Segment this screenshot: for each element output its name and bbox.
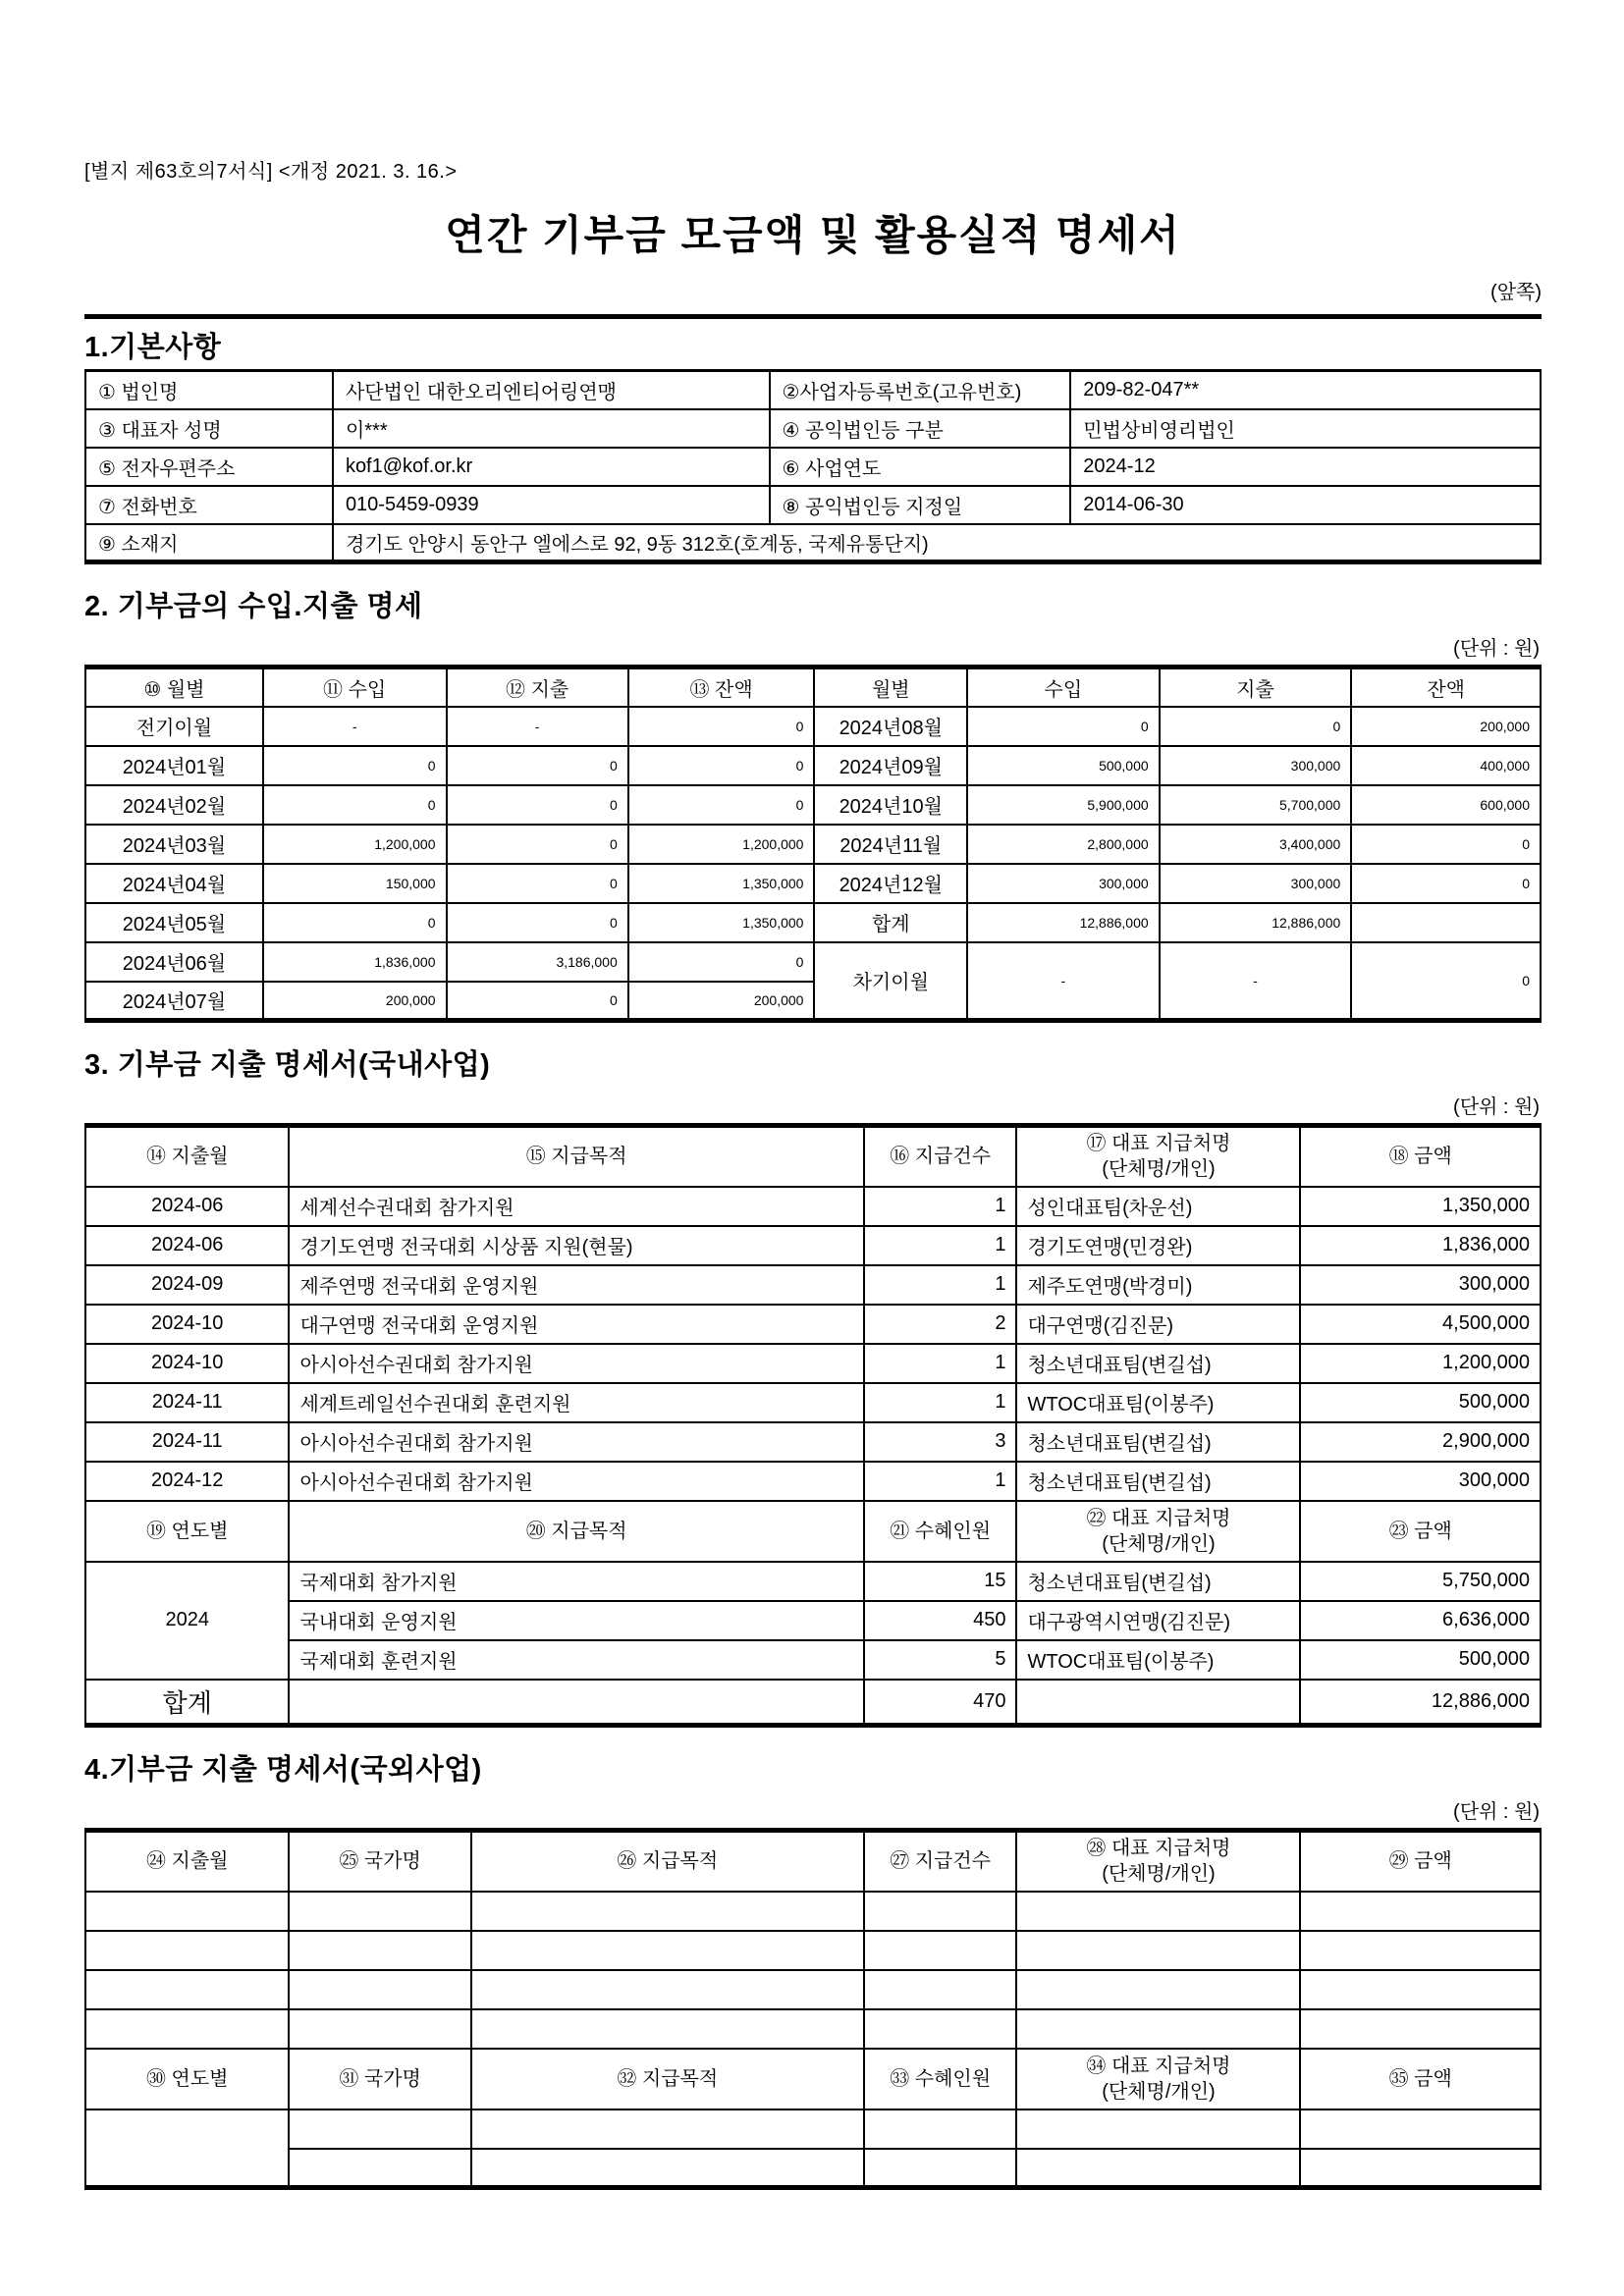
month-cell: 2024년09월: [814, 746, 967, 785]
empty-cell: [85, 1931, 289, 1970]
column-header: ㉙ 금액: [1300, 1831, 1541, 1892]
empty-cell: [471, 2009, 864, 2049]
purpose-cell: 아시아선수권대회 참가지원: [289, 1462, 863, 1501]
field-value: 민법상비영리법인: [1070, 409, 1541, 448]
amount-cell: 0: [263, 903, 447, 942]
column-header: ⑰ 대표 지급처명 (단체명/개인): [1016, 1126, 1300, 1187]
front-side-note: (앞쪽): [1490, 282, 1542, 303]
amount-cell: 3,400,000: [1160, 825, 1352, 864]
field-value: 경기도 안양시 동안구 엘에스로 92, 9동 312호(호계동, 국제유통단지): [333, 524, 1541, 562]
count-cell: 1: [864, 1344, 1017, 1383]
month-cell: 2024년03월: [85, 825, 263, 864]
month-cell: 2024-10: [85, 1305, 289, 1344]
amount-cell: 5,700,000: [1160, 785, 1352, 825]
empty-cell: [1300, 1970, 1541, 2009]
table-row: [85, 1601, 1541, 1640]
field-label: ① 법인명: [85, 371, 333, 409]
table-row: [85, 409, 1541, 448]
section3-heading: 3. 기부금 지출 명세서(국내사업): [84, 1049, 491, 1081]
amount-cell: 0: [628, 785, 815, 825]
page-title: 연간 기부금 모금액 및 활용실적 명세서: [445, 212, 1181, 258]
unit-label: (단위 : 원): [1453, 1096, 1540, 1118]
column-header: 잔액: [1351, 667, 1541, 707]
empty-cell: [864, 1970, 1017, 2009]
amount-cell: 5,900,000: [967, 785, 1160, 825]
table-row: [85, 1187, 1541, 1226]
purpose-cell: 경기도연맹 전국대회 시상품 지원(현물): [289, 1226, 863, 1265]
table-row: [85, 1931, 1541, 1970]
income-expense-table: [84, 665, 1542, 1023]
empty-cell: [289, 1892, 470, 1931]
month-cell: 2024년05월: [85, 903, 263, 942]
column-header: ⑭ 지출월: [85, 1126, 289, 1187]
amount-cell: -: [447, 707, 628, 746]
field-label: ⑤ 전자우편주소: [85, 448, 333, 486]
amount-cell: 0: [263, 746, 447, 785]
amount-cell: 1,200,000: [1300, 1344, 1541, 1383]
empty-cell: [289, 1680, 863, 1726]
field-value: 010-5459-0939: [333, 486, 770, 524]
table-row: [85, 486, 1541, 524]
section2-heading: 2. 기부금의 수입.지출 명세: [84, 591, 423, 622]
carry-forward-label-cell: 차기이월: [814, 942, 967, 1021]
count-cell: 5: [864, 1640, 1017, 1680]
column-header: ⑮ 지급목적: [289, 1126, 863, 1187]
field-value: 209-82-047**: [1070, 371, 1541, 409]
amount-cell: 0: [447, 982, 628, 1021]
empty-cell: [85, 1892, 289, 1931]
column-header: ㉚ 연도별: [85, 2049, 289, 2109]
month-cell: 2024-06: [85, 1226, 289, 1265]
purpose-cell: 대구연맹 전국대회 운영지원: [289, 1305, 863, 1344]
count-cell: 3: [864, 1422, 1017, 1462]
table-row: [85, 864, 1541, 903]
basic-info-table: [84, 369, 1542, 564]
table-row: [85, 1640, 1541, 1680]
column-header: ㉒ 대표 지급처명 (단체명/개인): [1016, 1501, 1300, 1562]
field-label: ②사업자등록번호(고유번호): [770, 371, 1071, 409]
amount-cell: 300,000: [1160, 864, 1352, 903]
overseas-expense-table: [84, 1828, 1542, 2190]
table-row: [85, 1305, 1541, 1344]
amount-cell: 0: [1351, 942, 1541, 1021]
payee-cell: 대구연맹(김진문): [1016, 1305, 1300, 1344]
total-amount-cell: 12,886,000: [1300, 1680, 1541, 1726]
table-row: [85, 1970, 1541, 2009]
field-label: ④ 공익법인등 구분: [770, 409, 1071, 448]
count-cell: 2: [864, 1305, 1017, 1344]
table-row: [85, 942, 1541, 982]
count-cell: 1: [864, 1265, 1017, 1305]
column-header: ㉜ 지급목적: [471, 2049, 864, 2109]
table-row: [85, 1344, 1541, 1383]
column-header: ⑳ 지급목적: [289, 1501, 863, 1562]
column-header: ㉝ 수혜인원: [864, 2049, 1017, 2109]
empty-cell: [85, 2109, 289, 2188]
column-header: ⑱ 금액: [1300, 1126, 1541, 1187]
table-row: [85, 371, 1541, 409]
field-label: ⑥ 사업연도: [770, 448, 1071, 486]
amount-cell: 1,350,000: [628, 903, 815, 942]
amount-cell: -: [263, 707, 447, 746]
column-header: ⑫ 지출: [447, 667, 628, 707]
month-cell: 2024년07월: [85, 982, 263, 1021]
amount-cell: 0: [628, 707, 815, 746]
count-cell: 1: [864, 1226, 1017, 1265]
table-row: [85, 2149, 1541, 2188]
empty-cell: [289, 2009, 470, 2049]
empty-cell: [1351, 903, 1541, 942]
total-row: [85, 1680, 1541, 1726]
amount-cell: 300,000: [1300, 1462, 1541, 1501]
field-value: 이***: [333, 409, 770, 448]
empty-cell: [864, 1931, 1017, 1970]
column-header: 지출: [1160, 667, 1352, 707]
empty-cell: [1016, 1680, 1300, 1726]
table-row: [85, 1892, 1541, 1931]
purpose-cell: 세계트레일선수권대회 훈련지원: [289, 1383, 863, 1422]
empty-cell: [289, 1931, 470, 1970]
amount-cell: 150,000: [263, 864, 447, 903]
table-row: [85, 825, 1541, 864]
month-cell: 전기이월: [85, 707, 263, 746]
column-header: 월별: [814, 667, 967, 707]
field-label: ⑧ 공익법인등 지정일: [770, 486, 1071, 524]
column-header: ㉕ 국가명: [289, 1831, 470, 1892]
amount-cell: 600,000: [1351, 785, 1541, 825]
empty-cell: [289, 2149, 470, 2188]
amount-cell: 1,350,000: [628, 864, 815, 903]
empty-cell: [289, 2109, 470, 2149]
payee-cell: 청소년대표팀(변길섭): [1016, 1422, 1300, 1462]
purpose-cell: 아시아선수권대회 참가지원: [289, 1422, 863, 1462]
month-cell: 2024년04월: [85, 864, 263, 903]
payee-cell: WTOC대표팀(이봉주): [1016, 1640, 1300, 1680]
empty-cell: [471, 2149, 864, 2188]
empty-cell: [471, 1892, 864, 1931]
column-header: ㉓ 금액: [1300, 1501, 1541, 1562]
purpose-cell: 국제대회 참가지원: [289, 1562, 863, 1601]
empty-cell: [1016, 2009, 1300, 2049]
table-row: [85, 1462, 1541, 1501]
empty-cell: [864, 2149, 1017, 2188]
amount-cell: 1,200,000: [628, 825, 815, 864]
count-cell: 1: [864, 1462, 1017, 1501]
payee-cell: 제주도연맹(박경미): [1016, 1265, 1300, 1305]
empty-cell: [1300, 1931, 1541, 1970]
purpose-cell: 세계선수권대회 참가지원: [289, 1187, 863, 1226]
total-label-cell: 합계: [85, 1680, 289, 1726]
column-header: ⑩ 월별: [85, 667, 263, 707]
count-cell: 1: [864, 1187, 1017, 1226]
table-header-row: [85, 1126, 1541, 1187]
total-count-cell: 470: [864, 1680, 1017, 1726]
amount-cell: -: [1160, 942, 1352, 1021]
purpose-cell: 국내대회 운영지원: [289, 1601, 863, 1640]
month-cell: 2024년02월: [85, 785, 263, 825]
table-row: [85, 2109, 1541, 2149]
column-header: ㉑ 수혜인원: [864, 1501, 1017, 1562]
table-header-row: [85, 667, 1541, 707]
empty-cell: [471, 1970, 864, 2009]
table-row: [85, 1265, 1541, 1305]
form-reference: [별지 제63호의7서식] <개정 2021. 3. 16.>: [84, 161, 458, 183]
month-cell: 2024년08월: [814, 707, 967, 746]
empty-cell: [1016, 2109, 1300, 2149]
empty-cell: [1016, 1931, 1300, 1970]
column-header: ㉛ 국가명: [289, 2049, 470, 2109]
amount-cell: 200,000: [1351, 707, 1541, 746]
field-label: ⑨ 소재지: [85, 524, 333, 562]
count-cell: 1: [864, 1383, 1017, 1422]
table-row: [85, 448, 1541, 486]
amount-cell: 1,836,000: [263, 942, 447, 982]
empty-cell: [85, 2009, 289, 2049]
table-row: [85, 1422, 1541, 1462]
column-header: ㉟ 금액: [1300, 2049, 1541, 2109]
amount-cell: 0: [967, 707, 1160, 746]
unit-label: (단위 : 원): [1453, 1801, 1540, 1823]
table-row: [85, 746, 1541, 785]
table-row: [85, 707, 1541, 746]
payee-cell: 청소년대표팀(변길섭): [1016, 1462, 1300, 1501]
column-header: ⑬ 잔액: [628, 667, 815, 707]
amount-cell: 12,886,000: [1160, 903, 1352, 942]
column-header: ㉘ 대표 지급처명 (단체명/개인): [1016, 1831, 1300, 1892]
payee-cell: 대구광역시연맹(김진문): [1016, 1601, 1300, 1640]
column-header: ⑯ 지급건수: [864, 1126, 1017, 1187]
table-row: [85, 524, 1541, 562]
empty-cell: [864, 2009, 1017, 2049]
column-header: ㉖ 지급목적: [471, 1831, 864, 1892]
field-value: kof1@kof.or.kr: [333, 448, 770, 486]
table-row: [85, 1383, 1541, 1422]
amount-cell: -: [967, 942, 1160, 1021]
amount-cell: 500,000: [967, 746, 1160, 785]
empty-cell: [471, 2109, 864, 2149]
empty-cell: [864, 2109, 1017, 2149]
horizontal-rule: [84, 314, 1542, 319]
column-header: ⑪ 수입: [263, 667, 447, 707]
table-header-row: [85, 2049, 1541, 2109]
amount-cell: 400,000: [1351, 746, 1541, 785]
amount-cell: 0: [1160, 707, 1352, 746]
amount-cell: 0: [628, 746, 815, 785]
amount-cell: 300,000: [1160, 746, 1352, 785]
amount-cell: 2,900,000: [1300, 1422, 1541, 1462]
amount-cell: 200,000: [628, 982, 815, 1021]
empty-cell: [864, 1892, 1017, 1931]
empty-cell: [1300, 1892, 1541, 1931]
purpose-cell: 국제대회 훈련지원: [289, 1640, 863, 1680]
empty-cell: [1016, 1892, 1300, 1931]
column-header: 수입: [967, 667, 1160, 707]
month-cell: 2024-10: [85, 1344, 289, 1383]
month-cell: 2024-11: [85, 1383, 289, 1422]
amount-cell: 500,000: [1300, 1383, 1541, 1422]
amount-cell: 0: [447, 785, 628, 825]
unit-label: (단위 : 원): [1453, 638, 1540, 660]
amount-cell: 0: [447, 825, 628, 864]
amount-cell: 1,836,000: [1300, 1226, 1541, 1265]
empty-cell: [1300, 2109, 1541, 2149]
amount-cell: 300,000: [967, 864, 1160, 903]
month-cell: 2024-06: [85, 1187, 289, 1226]
amount-cell: 12,886,000: [967, 903, 1160, 942]
month-cell: 2024-09: [85, 1265, 289, 1305]
empty-cell: [471, 1931, 864, 1970]
field-label: ⑦ 전화번호: [85, 486, 333, 524]
column-header: ⑲ 연도별: [85, 1501, 289, 1562]
amount-cell: 6,636,000: [1300, 1601, 1541, 1640]
payee-cell: 청소년대표팀(변길섭): [1016, 1562, 1300, 1601]
field-value: 2014-06-30: [1070, 486, 1541, 524]
amount-cell: 500,000: [1300, 1640, 1541, 1680]
amount-cell: 0: [447, 746, 628, 785]
amount-cell: 4,500,000: [1300, 1305, 1541, 1344]
table-header-row: [85, 1501, 1541, 1562]
amount-cell: 0: [628, 942, 815, 982]
amount-cell: 2,800,000: [967, 825, 1160, 864]
payee-cell: 청소년대표팀(변길섭): [1016, 1344, 1300, 1383]
month-cell: 2024년10월: [814, 785, 967, 825]
amount-cell: 0: [447, 864, 628, 903]
count-cell: 450: [864, 1601, 1017, 1640]
month-cell: 2024-11: [85, 1422, 289, 1462]
payee-cell: 성인대표팀(차운선): [1016, 1187, 1300, 1226]
purpose-cell: 아시아선수권대회 참가지원: [289, 1344, 863, 1383]
amount-cell: 3,186,000: [447, 942, 628, 982]
domestic-expense-table: [84, 1123, 1542, 1728]
year-cell: 2024: [85, 1562, 289, 1680]
payee-cell: 경기도연맹(민경완): [1016, 1226, 1300, 1265]
amount-cell: 0: [1351, 825, 1541, 864]
amount-cell: 0: [1351, 864, 1541, 903]
amount-cell: 1,200,000: [263, 825, 447, 864]
count-cell: 15: [864, 1562, 1017, 1601]
amount-cell: 0: [263, 785, 447, 825]
empty-cell: [1016, 1970, 1300, 2009]
field-value: 사단법인 대한오리엔티어링연맹: [333, 371, 770, 409]
month-cell: 2024년01월: [85, 746, 263, 785]
empty-cell: [289, 1970, 470, 2009]
empty-cell: [85, 1970, 289, 2009]
table-row: [85, 903, 1541, 942]
field-value: 2024-12: [1070, 448, 1541, 486]
payee-cell: WTOC대표팀(이봉주): [1016, 1383, 1300, 1422]
field-label: ③ 대표자 성명: [85, 409, 333, 448]
table-row: [85, 785, 1541, 825]
column-header: ㉞ 대표 지급처명 (단체명/개인): [1016, 2049, 1300, 2109]
total-label-cell: 합계: [814, 903, 967, 942]
table-header-row: [85, 1831, 1541, 1892]
amount-cell: 5,750,000: [1300, 1562, 1541, 1601]
section4-heading: 4.기부금 지출 명세서(국외사업): [84, 1754, 482, 1786]
table-row: [85, 1226, 1541, 1265]
empty-cell: [1300, 2149, 1541, 2188]
amount-cell: 1,350,000: [1300, 1187, 1541, 1226]
column-header: ㉔ 지출월: [85, 1831, 289, 1892]
empty-cell: [1300, 2009, 1541, 2049]
month-cell: 2024-12: [85, 1462, 289, 1501]
purpose-cell: 제주연맹 전국대회 운영지원: [289, 1265, 863, 1305]
section1-heading: 1.기본사항: [84, 332, 222, 363]
column-header: ㉗ 지급건수: [864, 1831, 1017, 1892]
month-cell: 2024년11월: [814, 825, 967, 864]
month-cell: 2024년06월: [85, 942, 263, 982]
amount-cell: 0: [447, 903, 628, 942]
amount-cell: 200,000: [263, 982, 447, 1021]
amount-cell: 300,000: [1300, 1265, 1541, 1305]
table-row: [85, 2009, 1541, 2049]
empty-cell: [1016, 2149, 1300, 2188]
table-row: [85, 1562, 1541, 1601]
month-cell: 2024년12월: [814, 864, 967, 903]
